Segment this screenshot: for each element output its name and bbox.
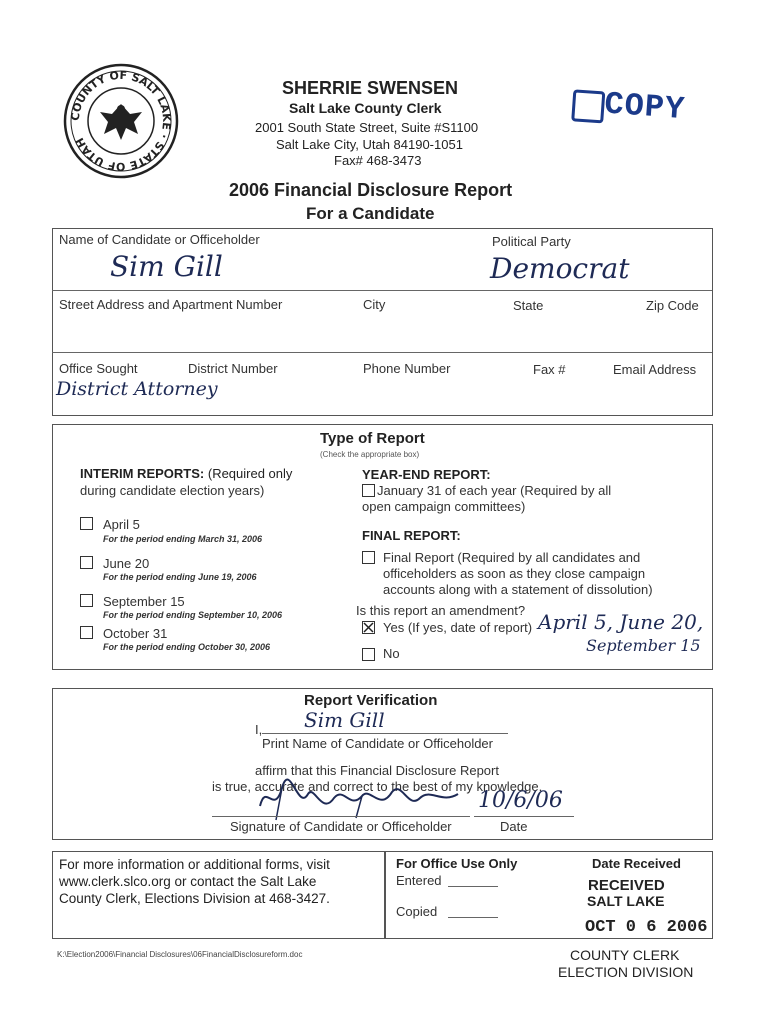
affirm-line-2: is true, accurate and correct to the best of my knowledge. bbox=[212, 779, 543, 794]
amendment-dates-1[interactable]: April 5, June 20, bbox=[538, 610, 704, 634]
october-label: October 31 bbox=[103, 626, 168, 641]
interim-title: INTERIM REPORTS: (Required only bbox=[80, 466, 293, 481]
print-name-label: Print Name of Candidate or Officeholder bbox=[262, 736, 493, 751]
received-stamp-line-4: COUNTY CLERK bbox=[570, 947, 680, 963]
report-subtitle: For a Candidate bbox=[306, 204, 435, 223]
printed-name-line bbox=[262, 733, 508, 734]
verification-title: Report Verification bbox=[304, 692, 438, 709]
june-label: June 20 bbox=[103, 556, 150, 571]
street-label: Street Address and Apartment Number bbox=[59, 297, 283, 312]
received-stamp-line-1: RECEIVED bbox=[588, 877, 665, 894]
final-line-3: accounts along with a statement of dissolution) bbox=[383, 582, 653, 597]
info-line-3: County Clerk, Elections Division at 468-3427. bbox=[59, 891, 330, 906]
candidate-name-value[interactable]: Sim Gill bbox=[110, 250, 223, 283]
september-label: September 15 bbox=[103, 594, 185, 609]
september-period: For the period ending September 10, 2006 bbox=[103, 610, 283, 620]
signature-label: Signature of Candidate or Officeholder bbox=[230, 819, 452, 834]
clerk-title: Salt Lake County Clerk bbox=[289, 100, 442, 116]
april-label: April 5 bbox=[103, 517, 140, 532]
email-label: Email Address bbox=[613, 362, 697, 377]
check-mark-icon bbox=[363, 622, 374, 633]
signature-date-value[interactable]: 10/6/06 bbox=[478, 788, 563, 813]
october-period: For the period ending October 30, 2006 bbox=[103, 642, 271, 652]
yearend-line-1: January 31 of each year (Required by all bbox=[377, 483, 612, 498]
divider bbox=[52, 290, 712, 291]
district-label: District Number bbox=[188, 361, 278, 376]
april-period: For the period ending March 31, 2006 bbox=[103, 534, 263, 544]
september-checkbox[interactable] bbox=[80, 594, 93, 607]
yearend-checkbox[interactable] bbox=[362, 484, 375, 497]
copied-label: Copied bbox=[396, 904, 438, 919]
clerk-fax: Fax# 468-3473 bbox=[334, 153, 422, 168]
phone-label: Phone Number bbox=[363, 361, 451, 376]
verification-i: I, bbox=[255, 722, 263, 737]
office-use-title: For Office Use Only bbox=[396, 856, 518, 871]
copy-stamp-icon bbox=[571, 89, 605, 123]
received-stamp-line-5: ELECTION DIVISION bbox=[558, 964, 694, 980]
report-title: 2006 Financial Disclosure Report bbox=[229, 180, 513, 200]
clerk-address-2: Salt Lake City, Utah 84190-1051 bbox=[276, 137, 463, 152]
state-label: State bbox=[513, 298, 544, 313]
zip-label: Zip Code bbox=[646, 298, 699, 313]
amendment-yes-checkbox[interactable] bbox=[362, 621, 375, 634]
final-title: FINAL REPORT: bbox=[362, 528, 461, 543]
amendment-question: Is this report an amendment? bbox=[356, 603, 526, 618]
final-checkbox[interactable] bbox=[362, 551, 375, 564]
date-line bbox=[474, 816, 574, 817]
type-title: Type of Report bbox=[320, 430, 425, 447]
amendment-no-checkbox[interactable] bbox=[362, 648, 375, 661]
affirm-line-1: affirm that this Financial Disclosure Report bbox=[255, 763, 499, 778]
party-label: Political Party bbox=[492, 234, 571, 249]
office-label: Office Sought bbox=[59, 361, 138, 376]
yearend-line-2: open campaign committees) bbox=[362, 499, 526, 514]
june-checkbox[interactable] bbox=[80, 556, 93, 569]
info-line-2: www.clerk.slco.org or contact the Salt Lake bbox=[59, 874, 317, 889]
entered-line bbox=[448, 886, 498, 887]
october-checkbox[interactable] bbox=[80, 626, 93, 639]
office-value[interactable]: District Attorney bbox=[56, 378, 218, 400]
april-checkbox[interactable] bbox=[80, 517, 93, 530]
amendment-no-label: No bbox=[383, 646, 400, 661]
received-stamp-date: OCT 0 6 2006 bbox=[585, 918, 708, 937]
county-seal bbox=[62, 62, 180, 180]
party-value[interactable]: Democrat bbox=[490, 252, 630, 285]
signature-line bbox=[212, 816, 470, 817]
fax-label: Fax # bbox=[533, 362, 566, 377]
yearend-title: YEAR-END REPORT: bbox=[362, 467, 491, 482]
final-line-2: officeholders as soon as they close campaign bbox=[383, 566, 646, 581]
date-label: Date bbox=[500, 819, 528, 834]
city-label: City bbox=[363, 297, 386, 312]
divider bbox=[52, 352, 712, 353]
received-stamp-line-2: SALT LAKE bbox=[587, 893, 665, 909]
copy-stamp: COPY bbox=[570, 83, 709, 140]
candidate-name-label: Name of Candidate or Officeholder bbox=[59, 232, 260, 247]
file-path: K:\Election2006\Financial Disclosures\06FinancialDisclosureform.doc bbox=[57, 950, 303, 959]
amendment-dates-2[interactable]: September 15 bbox=[586, 636, 701, 655]
clerk-address-1: 2001 South State Street, Suite #S1100 bbox=[255, 120, 479, 135]
svg-text:COUNTY OF SALT LAKE · STATE OF: COUNTY OF SALT LAKE · STATE OF UTAH bbox=[68, 68, 174, 174]
copied-line bbox=[448, 917, 498, 918]
info-line-1: For more information or additional forms, visit bbox=[59, 857, 330, 872]
date-received-label: Date Received bbox=[592, 856, 681, 871]
final-line-1: Final Report (Required by all candidates and bbox=[383, 550, 641, 565]
amendment-yes-label: Yes (If yes, date of report) bbox=[383, 620, 533, 635]
clerk-name: SHERRIE SWENSEN bbox=[282, 78, 459, 98]
type-hint: (Check the appropriate box) bbox=[320, 450, 420, 459]
entered-label: Entered bbox=[396, 873, 442, 888]
june-period: For the period ending June 19, 2006 bbox=[103, 572, 257, 582]
printed-name-value[interactable]: Sim Gill bbox=[304, 708, 385, 732]
interim-note: during candidate election years) bbox=[80, 483, 265, 498]
